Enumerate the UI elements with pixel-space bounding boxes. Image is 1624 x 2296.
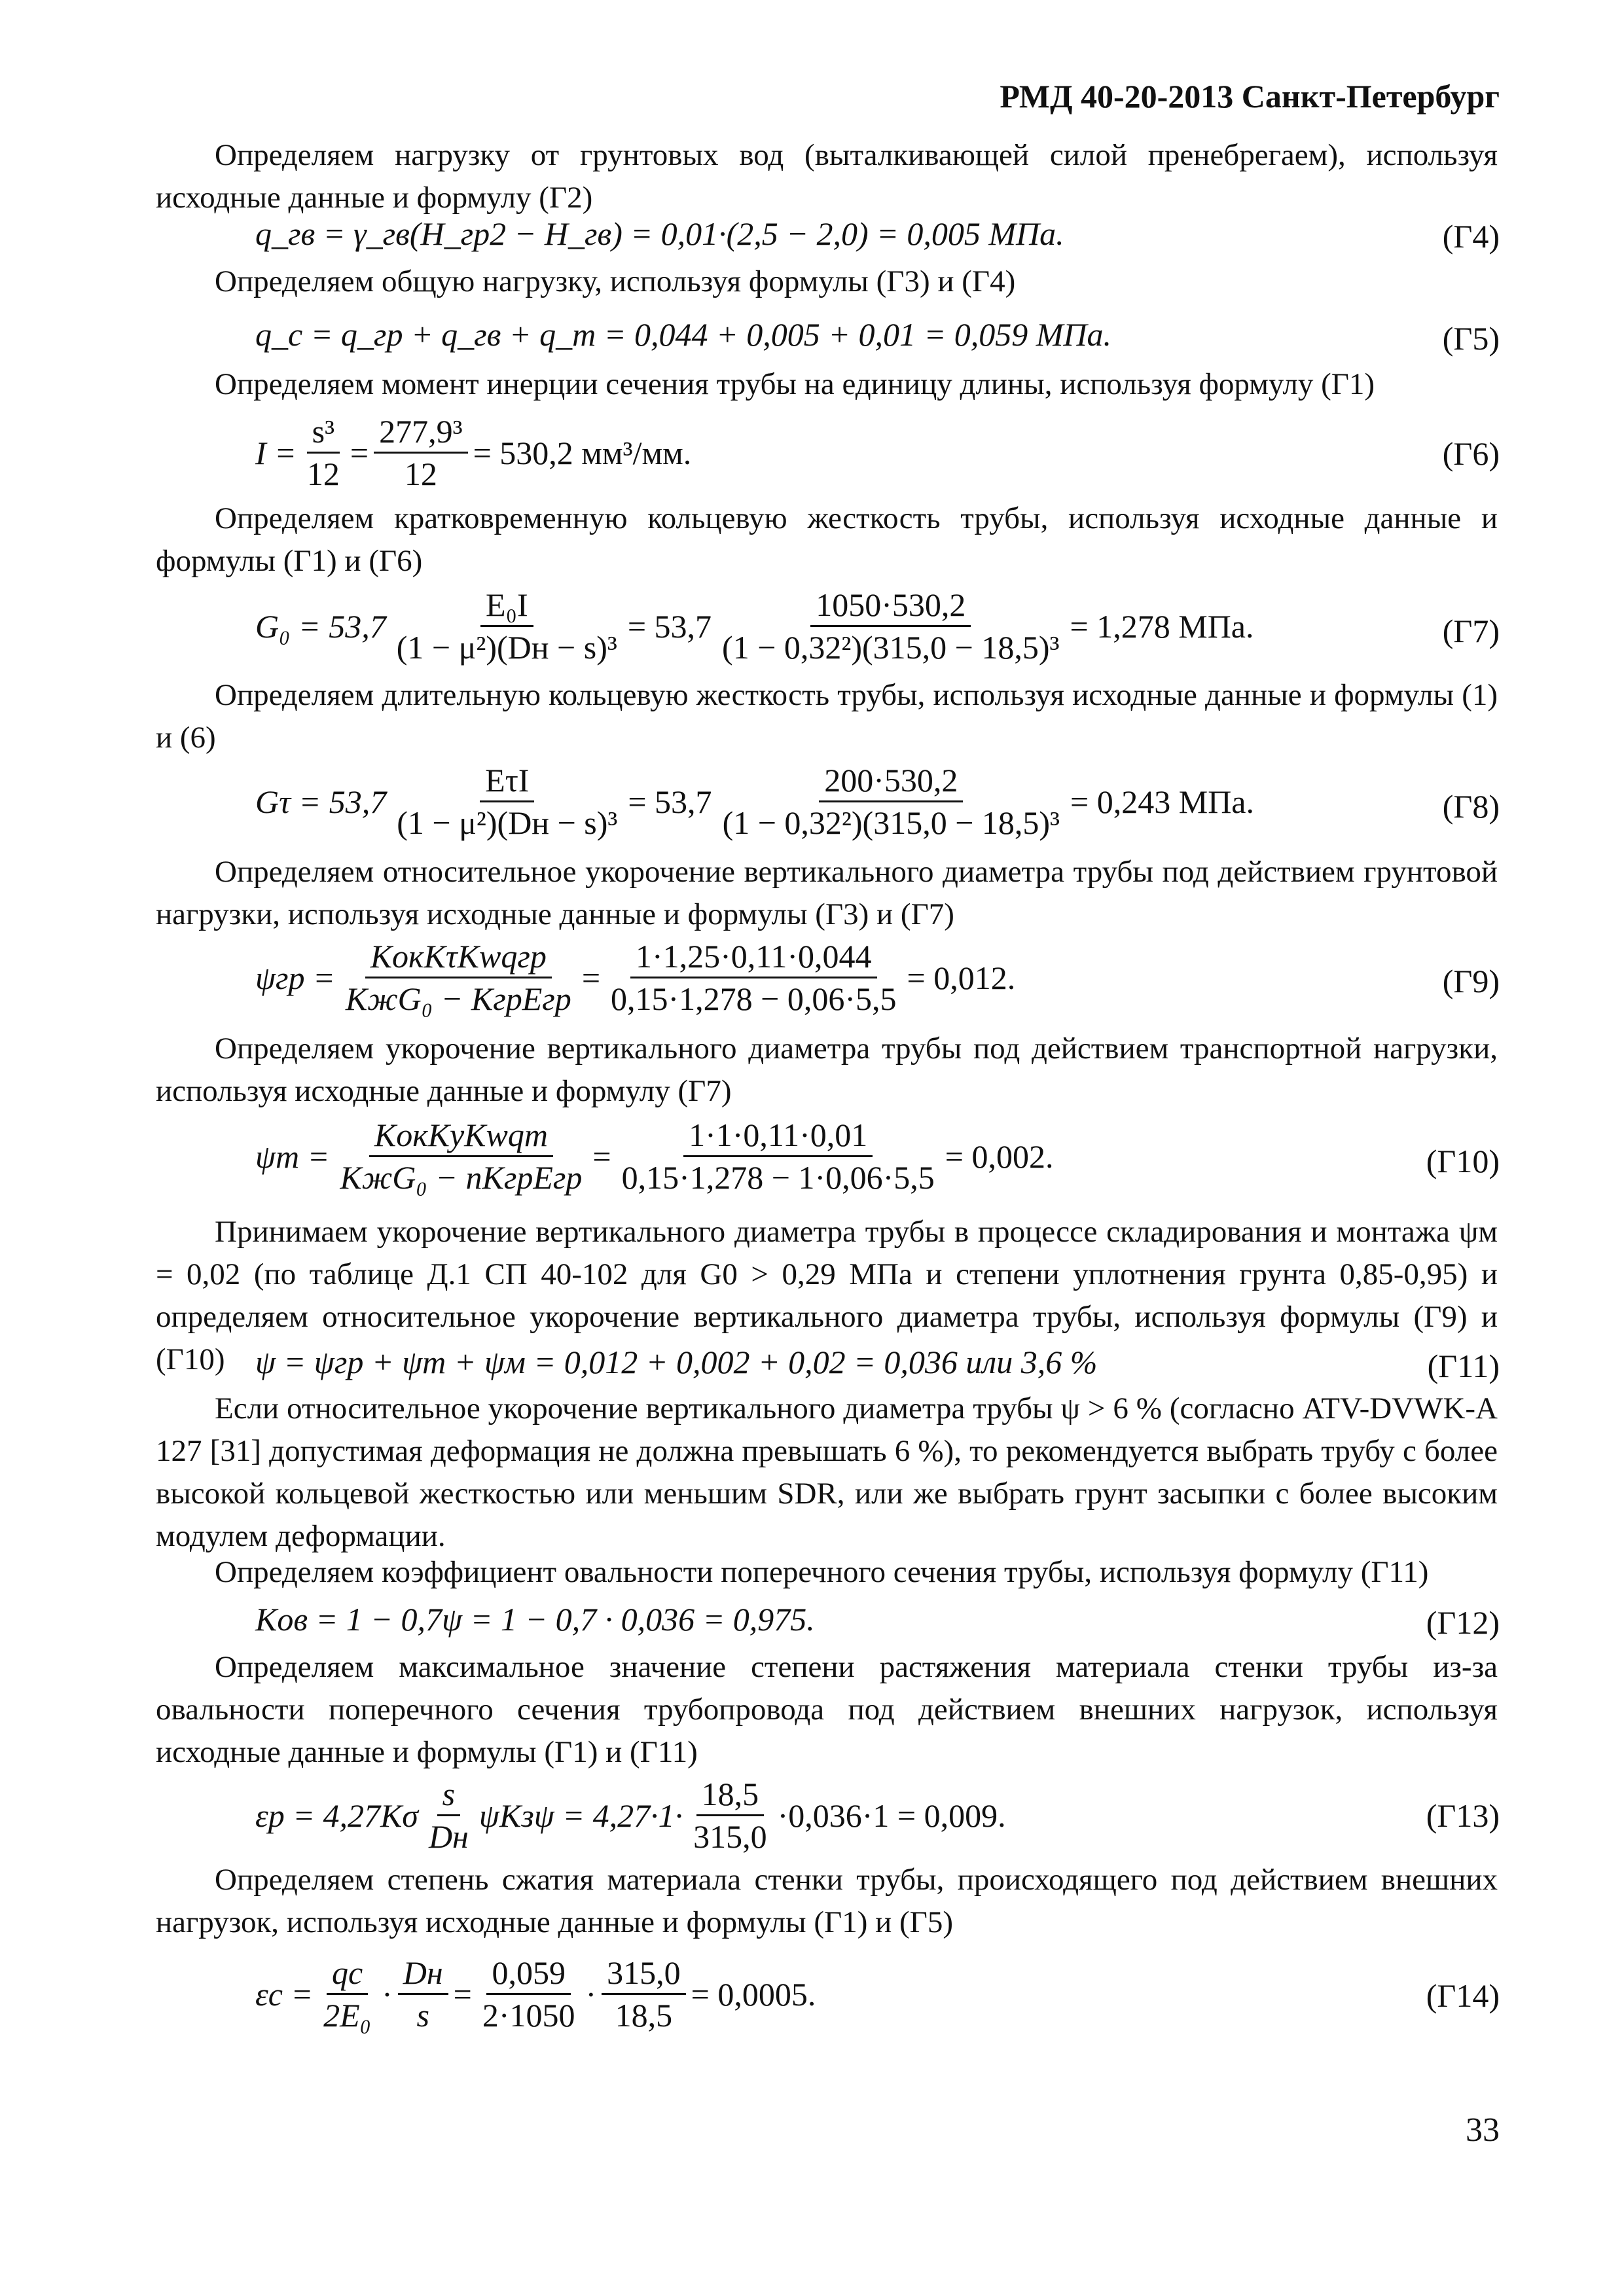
paragraph: Определяем коэффициент овальности поперечного сечения трубы, используя формулу (Г11) [215, 1555, 1429, 1589]
fraction: $\frac{0,059}{2\cdot 1050}$ [482, 1954, 575, 2034]
equation-number: (Г11) [1427, 1348, 1500, 1384]
equation-number: (Г8) [1442, 788, 1500, 825]
document-header: РМД 40-20-2013 Санкт-Петербург [1000, 78, 1500, 115]
equation-g7: G₀ = 53,7 $\frac{\text{E₀I}}{\text{(1 − μ²)(Dн − s)³}}$ = 53,7 $\frac{1050\cdot 530,2}{\text{(1 − 0,32²)(315,0 − 18,5)³}}$ = 1,278 МПа. [255, 586, 1254, 666]
fraction: $\frac{18,5}{315,0}$ [693, 1776, 767, 1855]
fraction: $\frac{qc}{\text{2E₀}}$ [323, 1954, 372, 2034]
paragraph: Определяем нагрузку от грунтовых вод (выталкивающей силой пренебрегаем), используя исходные данные и формулу (Г2) [156, 138, 1498, 215]
paragraph: Определяем укорочение вертикального диаметра трубы под действием транспортной нагрузки, используя исходные данные и формулу (Г7) [156, 1031, 1498, 1108]
equation-number: (Г13) [1426, 1797, 1500, 1834]
equation-g9: ψгр = $\frac{\text{KокKτKwqгр}}{\text{KжG₀ − KгрEгр}}$ = $\frac{1\cdot 1,25\cdot 0,11\cdot 0,044}{0,15\cdot 1,278 - 0,06\cdot 5,5}$ = 0,012. [255, 938, 1016, 1017]
paragraph: Определяем момент инерции сечения трубы на единицу длины, используя формулу (Г1) [215, 367, 1375, 401]
equation-number: (Г14) [1426, 1977, 1500, 2014]
paragraph: Определяем относительное укорочение вертикального диаметра трубы под действием грунтовой нагрузки, используя исходные данные и формулы (Г3) и (Г7) [156, 855, 1498, 931]
fraction: $\frac{\text{E₀I}}{\text{(1 − μ²)(Dн − s)³}}$ [396, 586, 617, 666]
page-number: 33 [1466, 2111, 1500, 2149]
fraction: $\frac{1050\cdot 530,2}{\text{(1 − 0,32²)(315,0 − 18,5)³}}$ [722, 586, 1060, 666]
paragraph: Если относительное укорочение вертикального диаметра трубы ψ > 6 % (согласно ATV-DVWK-A 127 [31] допустимая деформация не должна превышать 6 %), то рекомендуется выбрать трубу с более высокой кольцевой жесткостью или меньшим SDR, или же выбрать грунт засыпки с более высоким модулем деформации. [156, 1391, 1498, 1553]
equation-g5: q_c = q_гр + q_гв + q_т = 0,044 + 0,005 + 0,01 = 0,059 МПа. [255, 316, 1111, 353]
equation-number: (Г12) [1426, 1604, 1500, 1641]
equation-g10: ψт = $\frac{\text{KокKyKwqт}}{\text{KжG₀ − nKгрEгр}}$ = $\frac{1\cdot 1\cdot 0,11\cdot 0,01}{0,15\cdot 1,278 - 1\cdot 0,06\cdot 5,5}$ = 0,002. [255, 1117, 1054, 1196]
fraction: $\frac{1\cdot 1,25\cdot 0,11\cdot 0,044}{0,15\cdot 1,278 - 0,06\cdot 5,5}$ [611, 938, 897, 1017]
equation-number: (Г10) [1426, 1143, 1500, 1179]
equation-g4: q_гв = γ_гв(H_гр2 − H_гв) = 0,01·(2,5 − 2,0) = 0,005 МПа. [255, 215, 1064, 252]
equation-g12: Kов = 1 − 0,7ψ = 1 − 0,7 · 0,036 = 0,975. [255, 1601, 815, 1638]
paragraph: Определяем общую нагрузку, используя формулы (Г3) и (Г4) [215, 264, 1016, 298]
fraction: $\frac{\text{s³}}{12}$ [306, 413, 340, 492]
equation-number: (Г5) [1442, 320, 1500, 357]
paragraph: Определяем максимальное значение степени растяжения материала стенки трубы из-за овальности поперечного сечения трубопровода под действием внешних нагрузок, используя исходные данные и формулы (Г1) и (Г11) [156, 1650, 1498, 1769]
equation-g8: Gτ = 53,7 $\frac{\text{EτI}}{\text{(1 − μ²)(Dн − s)³}}$ = 53,7 $\frac{200\cdot 530,2}{\text{(1 − 0,32²)(315,0 − 18,5)³}}$ = 0,243 МПа. [255, 762, 1255, 841]
fraction: $\frac{\text{EτI}}{\text{(1 − μ²)(Dн − s)³}}$ [397, 762, 618, 841]
fraction: $\frac{\text{KокKτKwqгр}}{\text{KжG₀ − KгрEгр}}$ [345, 938, 571, 1017]
equation-g11: ψ = ψгр + ψт + ψм = 0,012 + 0,002 + 0,02 = 0,036 или 3,6 % [255, 1344, 1098, 1380]
fraction: $\frac{1\cdot 1\cdot 0,11\cdot 0,01}{0,15\cdot 1,278 - 1\cdot 0,06\cdot 5,5}$ [621, 1117, 935, 1196]
fraction: $\frac{\text{KокKyKwqт}}{\text{KжG₀ − nKгрEгр}}$ [340, 1117, 583, 1196]
equation-number: (Г4) [1442, 218, 1500, 255]
equation-number: (Г6) [1442, 435, 1500, 472]
equation-g13: εp = 4,27Kσ $\frac{s}{Dн}$ ψKзψ = 4,27·1· $\frac{18,5}{315,0}$ ·0,036·1 = 0,009. [255, 1776, 1006, 1855]
fraction: $\frac{s}{Dн}$ [428, 1776, 469, 1855]
equation-g6: I = $\frac{\text{s³}}{12}$ = $\frac{\text{277,9³}}{12}$ = 530,2 мм³/мм. [255, 413, 692, 492]
equation-number: (Г7) [1442, 613, 1500, 649]
equation-number: (Г9) [1442, 963, 1500, 999]
equation-g14: εc = $\frac{qc}{\text{2E₀}}$ · $\frac{Dн}{s}$ = $\frac{0,059}{2\cdot 1050}$ · $\frac{315,0}{18,5}$ = 0,0005. [255, 1954, 816, 2034]
paragraph: Принимаем укорочение вертикального диаметра трубы в процессе складирования и монтажа ψм = 0,02 (по таблице Д.1 СП 40-102 для G0 > 0,29 МПа и степени уплотнения грунта 0,85-0,95) и определяем относительное укорочение вертикального диаметра трубы, используя формулы (Г9) и (Г10) [156, 1215, 1498, 1376]
paragraph: Определяем степень сжатия материала стенки трубы, происходящего под действием внешних нагрузок, используя исходные данные и формулы (Г1) и (Г5) [156, 1863, 1498, 1939]
paragraph: Определяем кратковременную кольцевую жесткость трубы, используя исходные данные и формулы (Г1) и (Г6) [156, 501, 1498, 578]
fraction: $\frac{315,0}{18,5}$ [602, 1954, 686, 2034]
paragraph: Определяем длительную кольцевую жесткость трубы, используя исходные данные и формулы (1) и (6) [156, 678, 1498, 755]
fraction: $\frac{200\cdot 530,2}{\text{(1 − 0,32²)(315,0 − 18,5)³}}$ [722, 762, 1060, 841]
fraction: $\frac{Dн}{s}$ [398, 1954, 448, 2034]
fraction: $\frac{\text{277,9³}}{12}$ [374, 412, 468, 493]
